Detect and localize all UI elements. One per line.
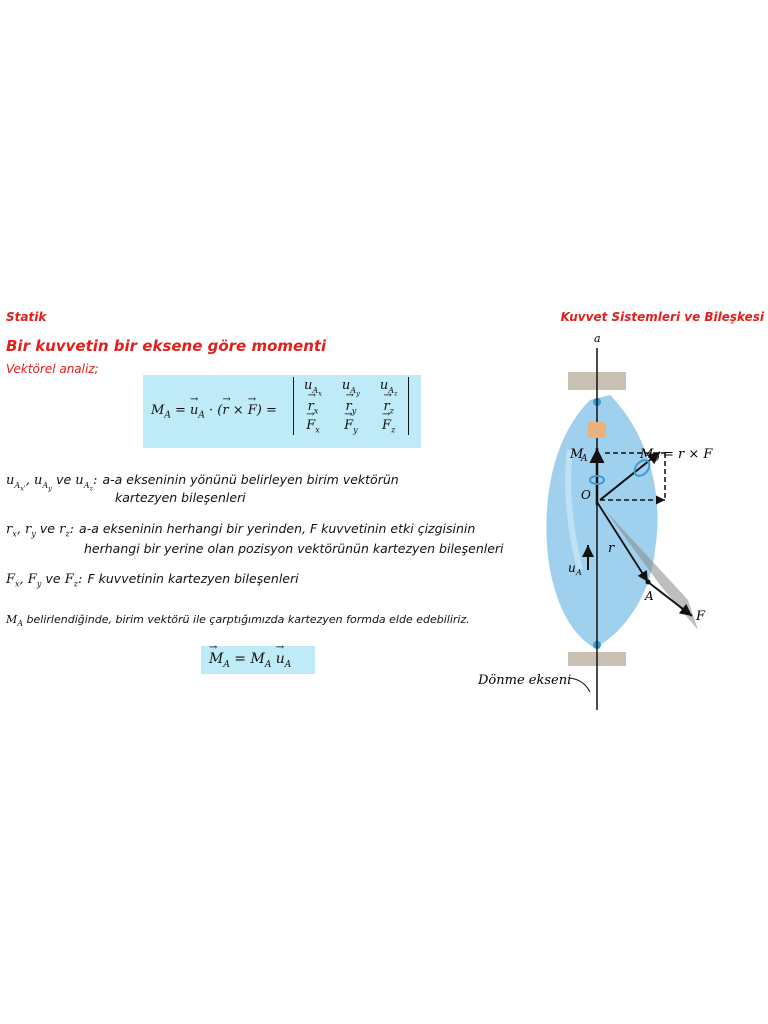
matrix-cell: → $r_y$ xyxy=(332,398,370,417)
svg-text:A: A xyxy=(576,568,582,577)
o-label: O xyxy=(581,488,591,502)
page-title: Bir kuvvetin bir eksene göre momenti xyxy=(6,337,327,355)
header-left: Statik xyxy=(6,310,47,324)
matrix-cell: $u_{A_x}$ xyxy=(304,378,322,398)
ma-sub: A xyxy=(581,454,588,464)
matrix-cell: → $F_y$ xyxy=(332,417,370,436)
subtitle: Vektörel analiz; xyxy=(6,362,99,376)
equation-lhs: $M_A$ = → $u_A$ · (→ r × → F) = xyxy=(151,403,277,421)
axis-label: a xyxy=(594,332,601,345)
matrix-row-f xyxy=(294,417,409,436)
determinant-matrix xyxy=(293,377,409,435)
definition-1-text: a-a ekseninin yönünü belirleyen birim vektörün xyxy=(102,472,399,487)
svg-text:O: O xyxy=(652,454,660,464)
matrix-cell: → $F_z$ xyxy=(370,417,408,436)
definition-3: $F_x$, $F_y$ ve $F_z$: F kuvvetinin kartezyen bileşenleri xyxy=(6,571,299,589)
svg-text:= r × F: = r × F xyxy=(663,447,713,462)
hand-icon xyxy=(588,422,606,438)
definition-2-text: a-a ekseninin herhangi bir yerinden, F kuvvetinin etki çizgisinin xyxy=(79,521,476,536)
ma-label: M xyxy=(570,447,584,462)
matrix-cell: → $r_x$ xyxy=(294,398,332,417)
note-text: belirlendiğinde, birim vektörü ile çarptığımızda kartezyen formda elde edebiliriz. xyxy=(26,613,470,626)
f-label: F xyxy=(696,609,706,624)
equation-box xyxy=(143,375,421,448)
mo-label: M xyxy=(640,447,654,462)
header-right: Kuvvet Sistemleri ve Bileşkesi xyxy=(560,310,764,324)
rotation-axis-label: Dönme ekseni xyxy=(478,673,572,688)
ua-label: u xyxy=(568,561,576,575)
result-equation: → $M_A = M_A \to u_A$ xyxy=(209,651,291,670)
result-equation-box xyxy=(201,646,315,674)
matrix-cell: → $F_x$ xyxy=(294,417,332,436)
axis-moment-figure xyxy=(470,330,766,720)
definition-1-text2: kartezyen bileşenleri xyxy=(115,490,246,505)
definition-2: $r_x$, $r_y$ ve $r_z$: a-a ekseninin herhangi bir yerinden, F kuvvetinin etki çizgisinin xyxy=(6,521,476,539)
definition-1: $u_{A_{x'}}$, $u_{A_y}$ ve $u_{A_z}$: a-a ekseninin yönünü belirleyen birim vektörün xyxy=(6,472,399,493)
matrix-cell: $u_{A_y}$ xyxy=(341,378,360,398)
note-line: $M_A$ belirlendiğinde, birim vektörü ile çarptığımızda kartezyen formda elde edebiliriz. xyxy=(6,613,470,629)
a-label: A xyxy=(645,589,654,603)
r-label: r xyxy=(608,541,615,556)
matrix-cell: $u_{A_z}$ xyxy=(379,378,398,398)
definition-3-text: F kuvvetinin kartezyen bileşenleri xyxy=(87,571,299,586)
definition-2-text2: herhangi bir yerine olan pozisyon vektörünün kartezyen bileşenleri xyxy=(84,541,504,556)
matrix-cell: → $r_z$ xyxy=(370,398,408,417)
